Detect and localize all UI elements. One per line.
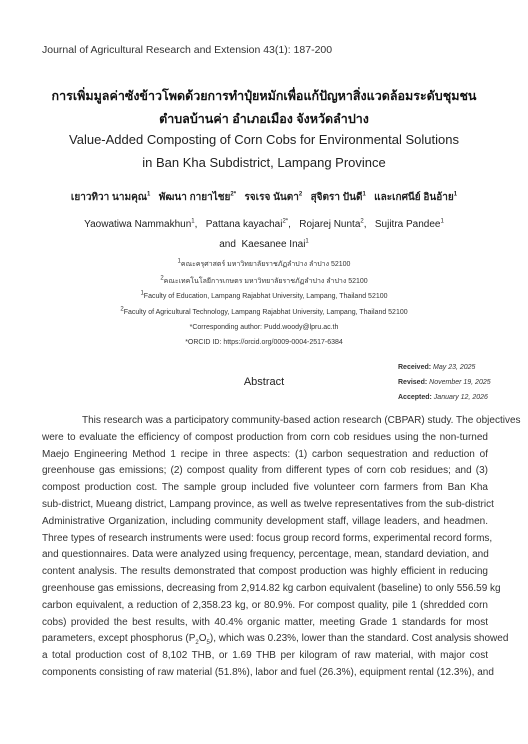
accepted-date: Accepted: January 12, 2026 bbox=[398, 394, 488, 401]
abstract-line: This research was a participatory community-based action research (CBPAR) study. The objectives bbox=[82, 415, 521, 426]
abstract-line: greenhouse gas emissions, decreasing from 2,914.82 kg carbon equivalent (baseline) to only 556.59 kg bbox=[42, 582, 501, 594]
abstract-line: were to evaluate the efficiency of compost production from corn cob residues using the non-turned bbox=[42, 431, 488, 443]
abstract-line: cobs) provided the best results, with 40.4% organic matter, meeting Grade 1 standards for most bbox=[42, 616, 488, 628]
abstract-line: Maejo Engineering Method 1 recipe in three aspects: (1) carbon sequestration and reduction of bbox=[42, 448, 488, 460]
corresponding-author: *Corresponding author: Pudd.woody@lpru.ac.th bbox=[189, 324, 339, 331]
abstract-line: a total production cost of 8,102 THB, or 1.69 THB per kilogram of raw material, with major cost bbox=[42, 650, 488, 662]
abstract-body bbox=[42, 413, 521, 682]
abstract-line: Administrative Organization, including community development staff, village leaders, and headmen. bbox=[42, 515, 488, 527]
abstract-line: and questionnaires. Data were analyzed using frequency, percentage, mean, standard deviation, and bbox=[42, 549, 489, 561]
thai-authors bbox=[0, 190, 528, 205]
english-author: Sujitra Pandee$^1$ bbox=[374, 218, 444, 230]
affiliation-th-2: $^2$คณะเทคโนโลยีการเกษตร มหาวิทยาลัยราชภัฏลำปาง ลำปาง 52100 bbox=[160, 275, 368, 285]
abstract-line: parameters, except phosphorus $(P_2O_5)$, which was 0.23%, lower than the standard. Cost analysis showed bbox=[42, 633, 509, 647]
thai-author: และเกศนีย์ อินอ้าย$^1$ bbox=[374, 191, 458, 203]
abstract-line: carbon equivalent, a reduction of 2,358.23 kg, or 80.9%. For compost quality, pile 1 (shredded corn bbox=[42, 599, 488, 611]
abstract-heading: Abstract bbox=[243, 376, 285, 388]
received-date: Received: May 23, 2025 bbox=[398, 364, 476, 371]
thai-title-line-1: การเพิ่มมูลค่าซังข้าวโพดด้วยการทำปุ๋ยหมักเพื่อแก้ปัญหาสิ่งแวดล้อมระดับชุมชน bbox=[51, 89, 477, 103]
abstract-line: components consisting of raw material (51.8%), labor and fuel (26.3%), equipment rental (12.3%), and bbox=[42, 666, 494, 678]
affiliation-en-1: $^1$Faculty of Education, Lampang Rajabhat University, Lampang, Thailand 52100 bbox=[140, 290, 388, 300]
thai-author: สุจิตรา ปันดี$^1$ bbox=[310, 191, 366, 203]
orcid-id: *ORCID ID: https://orcid.org/0009-0004-2517-6384 bbox=[185, 339, 343, 346]
english-author: Pattana kayachai$^{2*}$, bbox=[205, 218, 291, 230]
abstract-line: sub-district, Mueang district, Lampang province, as well as twelve representatives from the sub-district bbox=[42, 498, 494, 510]
english-title-line-1: Value-Added Composting of Corn Cobs for Environmental Solutions bbox=[69, 132, 459, 147]
abstract-line: Three types of research instruments were used: focus group record forms, experimental record forms, bbox=[42, 532, 493, 544]
affiliation-en-2: $^2$Faculty of Agricultural Technology, Lampang Rajabhat University, Lampang, Thailand 52100 bbox=[120, 306, 408, 316]
abstract-line: content analysis. The results demonstrated that compost production was highly efficient in reducing bbox=[42, 566, 488, 578]
abstract-line: greenhouse gas emissions; (2) compost quality from different types of corn cob residues; and (3) bbox=[42, 465, 488, 477]
thai-title-line-2: ตำบลบ้านค่า อำเภอเมือง จังหวัดลำปาง bbox=[159, 112, 369, 126]
revised-date: Revised: November 19, 2025 bbox=[398, 379, 491, 386]
english-authors-last: and Kaesanee Inai$^1$ bbox=[219, 238, 309, 250]
thai-author: เยาวทิวา นามคุณ$^1$ bbox=[70, 191, 151, 203]
english-author: Yaowatiwa Nammakhun$^1$, bbox=[84, 218, 198, 230]
thai-author: พัฒนา กายาไชย$^{2*}$ bbox=[158, 191, 237, 203]
english-author: Rojarej Nunta$^2$, bbox=[299, 218, 367, 230]
thai-author: รจเรจ นันตา$^2$ bbox=[244, 191, 303, 203]
english-authors bbox=[0, 219, 528, 230]
abstract-line: compost production cost. The sample group included five volunteer corn farmers from Ban Kha bbox=[42, 482, 488, 494]
english-title-line-2: in Ban Kha Subdistrict, Lampang Province bbox=[142, 155, 386, 170]
affiliation-th-1: $^1$คณะครุศาสตร์ มหาวิทยาลัยราชภัฏลำปาง ลำปาง 52100 bbox=[177, 258, 351, 268]
journal-citation: Journal of Agricultural Research and Extension 43(1): 187-200 bbox=[42, 44, 333, 56]
